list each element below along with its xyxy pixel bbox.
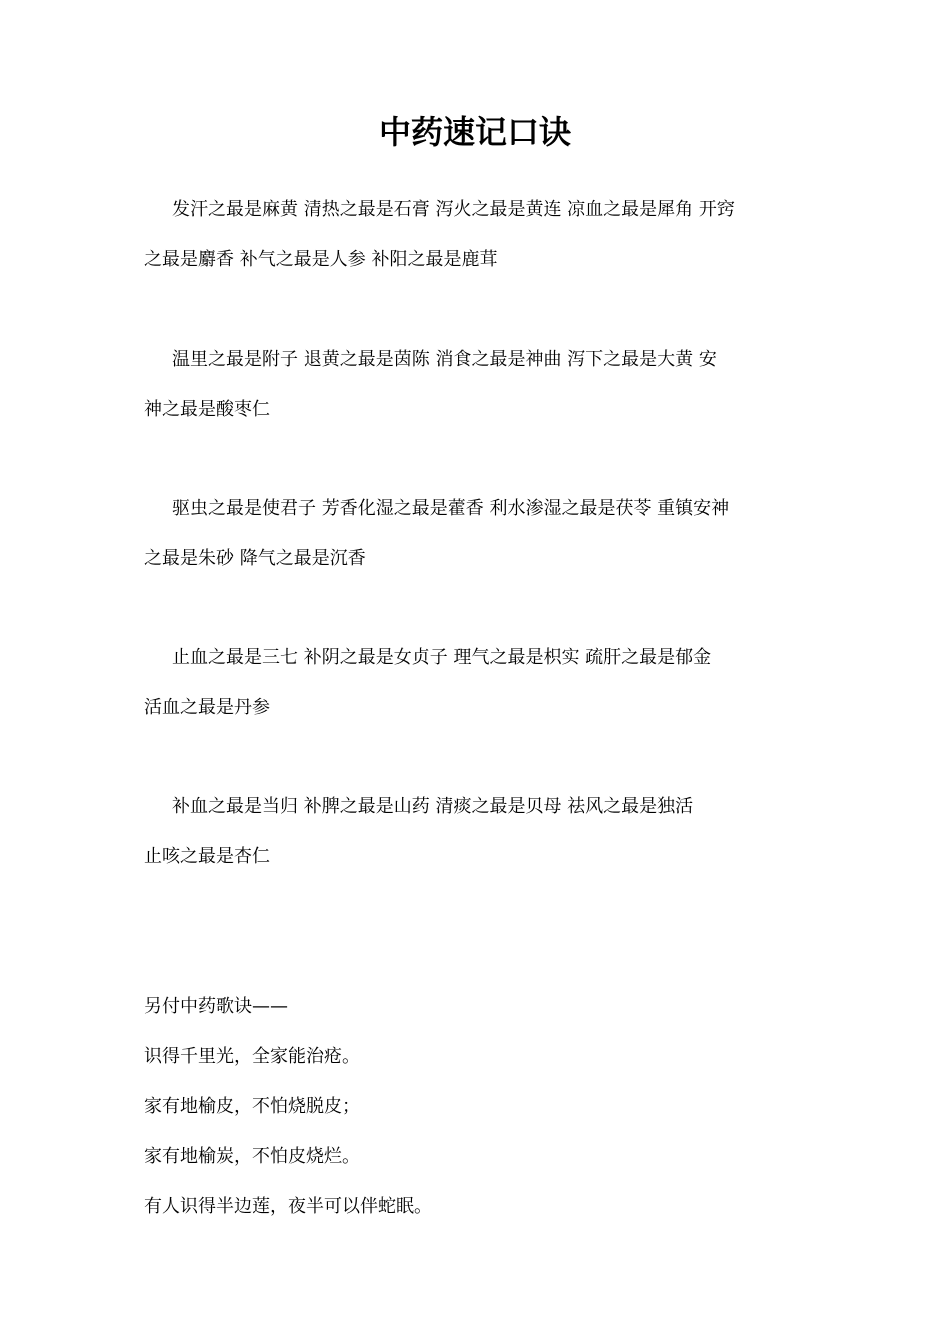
paragraph-4 — [144, 633, 812, 733]
paragraph-line: 温里之最是附子 退黄之最是茵陈 消食之最是神曲 泻下之最是大黄 安 — [172, 349, 717, 370]
paragraph-line: 止咳之最是杏仁 — [144, 846, 270, 867]
verse-line: 家有地榆炭，不怕皮烧烂。 — [144, 1146, 360, 1167]
verse-line: 识得千里光，全家能治疮。 — [144, 1046, 360, 1067]
paragraph-1 — [144, 185, 812, 285]
paragraph-line: 补血之最是当归 补脾之最是山药 清痰之最是贝母 祛风之最是独活 — [172, 796, 694, 817]
paragraph-3 — [144, 484, 812, 584]
verse-line: 有人识得半边莲，夜半可以伴蛇眠。 — [144, 1196, 432, 1217]
paragraph-line: 之最是麝香 补气之最是人参 补阳之最是鹿茸 — [144, 249, 498, 270]
paragraph-2 — [144, 335, 812, 435]
paragraph-line: 驱虫之最是使君子 芳香化湿之最是藿香 利水渗湿之最是茯苓 重镇安神 — [172, 498, 730, 519]
paragraph-line: 神之最是酸枣仁 — [144, 399, 270, 420]
paragraph-line: 之最是朱砂 降气之最是沉香 — [144, 548, 366, 569]
appendix-heading: 另付中药歌诀—— — [144, 996, 288, 1017]
paragraph-5 — [144, 782, 812, 882]
verse-line: 家有地榆皮，不怕烧脱皮； — [144, 1096, 360, 1117]
paragraph-line: 活血之最是丹参 — [144, 697, 270, 718]
paragraph-line: 止血之最是三七 补阴之最是女贞子 理气之最是枳实 疏肝之最是郁金 — [172, 647, 712, 668]
page-title: 中药速记口诀 — [378, 113, 571, 151]
paragraph-line: 发汗之最是麻黄 清热之最是石膏 泻火之最是黄连 凉血之最是犀角 开窍 — [172, 199, 735, 220]
